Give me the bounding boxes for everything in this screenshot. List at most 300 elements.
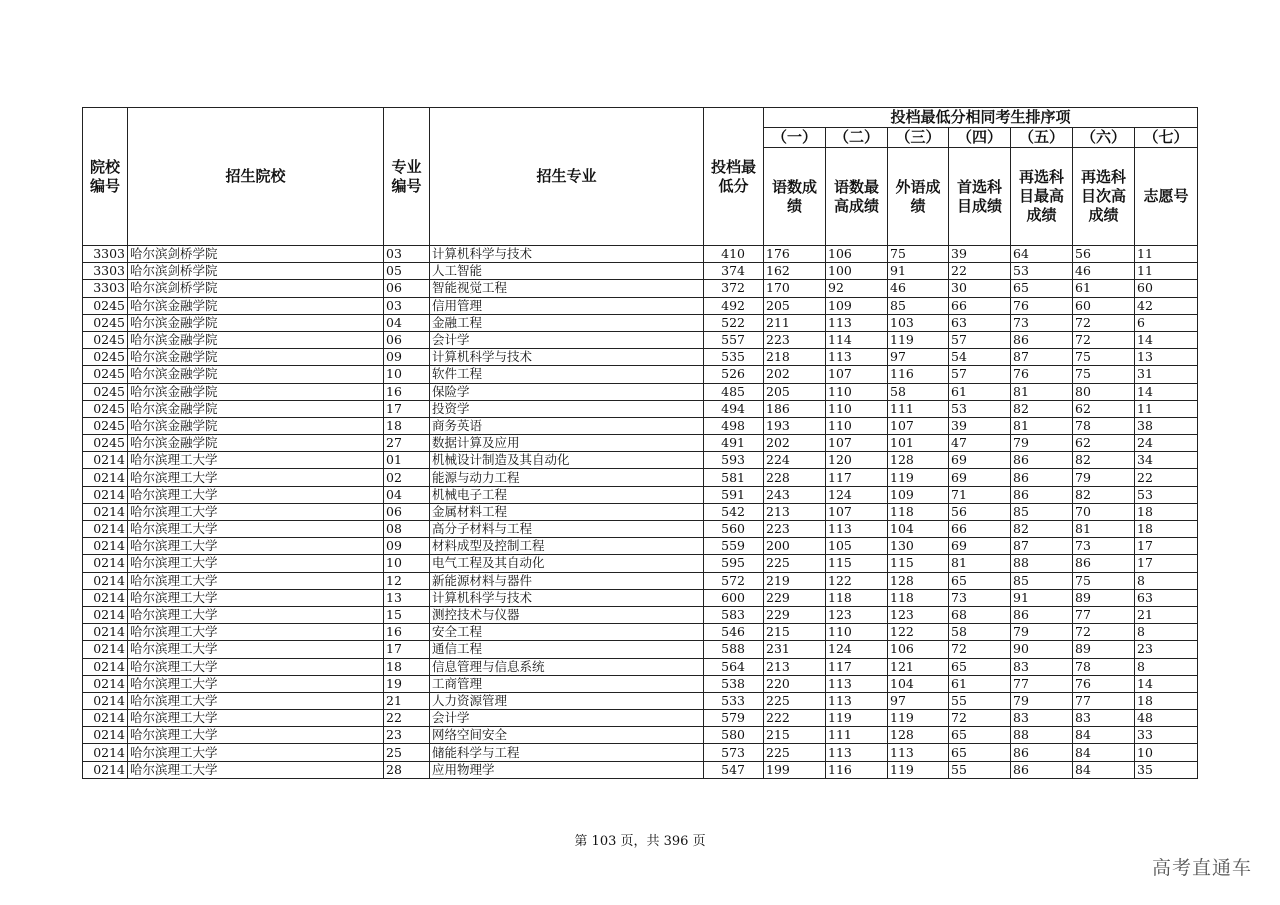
- school-name-cell: 哈尔滨理工大学: [128, 555, 384, 572]
- reselect-second-cell: 78: [1073, 658, 1135, 675]
- volunteer-no-cell: 14: [1135, 383, 1198, 400]
- foreign-lang-cell: 113: [888, 744, 949, 761]
- school-code-cell: 3303: [83, 246, 128, 263]
- reselect-max-cell: 88: [1011, 555, 1073, 572]
- chinese-math-max-cell: 122: [826, 572, 888, 589]
- reselect-second-cell: 89: [1073, 641, 1135, 658]
- foreign-lang-cell: 104: [888, 521, 949, 538]
- min-score-cell: 591: [704, 486, 764, 503]
- chinese-math-score-cell: 229: [764, 589, 826, 606]
- reselect-second-cell: 83: [1073, 710, 1135, 727]
- major-code-cell: 09: [384, 538, 430, 555]
- chinese-math-max-cell: 110: [826, 417, 888, 434]
- chinese-math-max-cell: 110: [826, 383, 888, 400]
- volunteer-no-cell: 63: [1135, 589, 1198, 606]
- major-code-cell: 06: [384, 280, 430, 297]
- foreign-lang-cell: 128: [888, 572, 949, 589]
- chinese-math-max-cell: 124: [826, 641, 888, 658]
- reselect-max-cell: 65: [1011, 280, 1073, 297]
- volunteer-no-cell: 21: [1135, 606, 1198, 623]
- table-body: [83, 246, 1198, 779]
- table-row: [83, 727, 1198, 744]
- table-row: [83, 246, 1198, 263]
- header-tie-num: （七）: [1135, 128, 1198, 148]
- reselect-second-cell: 72: [1073, 331, 1135, 348]
- chinese-math-max-cell: 107: [826, 503, 888, 520]
- table-row: [83, 692, 1198, 709]
- header-tie-title: 投档最低分相同考生排序项: [764, 108, 1198, 128]
- school-code-cell: 0245: [83, 366, 128, 383]
- first-subject-cell: 65: [949, 727, 1011, 744]
- major-code-cell: 15: [384, 606, 430, 623]
- school-code-cell: 0245: [83, 331, 128, 348]
- reselect-second-cell: 86: [1073, 555, 1135, 572]
- min-score-cell: 410: [704, 246, 764, 263]
- volunteer-no-cell: 17: [1135, 555, 1198, 572]
- reselect-second-cell: 78: [1073, 417, 1135, 434]
- chinese-math-max-cell: 117: [826, 658, 888, 675]
- min-score-cell: 538: [704, 675, 764, 692]
- volunteer-no-cell: 22: [1135, 469, 1198, 486]
- major-name-cell: 应用物理学: [430, 761, 704, 778]
- reselect-max-cell: 86: [1011, 744, 1073, 761]
- school-name-cell: 哈尔滨理工大学: [128, 675, 384, 692]
- major-code-cell: 23: [384, 727, 430, 744]
- major-name-cell: 计算机科学与技术: [430, 349, 704, 366]
- min-score-cell: 580: [704, 727, 764, 744]
- first-subject-cell: 61: [949, 675, 1011, 692]
- foreign-lang-cell: 119: [888, 710, 949, 727]
- major-name-cell: 计算机科学与技术: [430, 589, 704, 606]
- foreign-lang-cell: 130: [888, 538, 949, 555]
- chinese-math-score-cell: 224: [764, 452, 826, 469]
- reselect-second-cell: 75: [1073, 572, 1135, 589]
- foreign-lang-cell: 119: [888, 469, 949, 486]
- page-footer: 第 103 页，共 396 页: [574, 834, 706, 849]
- reselect-max-cell: 83: [1011, 710, 1073, 727]
- foreign-lang-cell: 103: [888, 314, 949, 331]
- reselect-second-cell: 82: [1073, 452, 1135, 469]
- table-row: [83, 658, 1198, 675]
- school-code-cell: 0245: [83, 383, 128, 400]
- school-code-cell: 3303: [83, 263, 128, 280]
- major-code-cell: 10: [384, 366, 430, 383]
- header-major-code: 专业编号: [384, 108, 430, 246]
- foreign-lang-cell: 97: [888, 349, 949, 366]
- major-code-cell: 25: [384, 744, 430, 761]
- foreign-lang-cell: 128: [888, 452, 949, 469]
- reselect-second-cell: 72: [1073, 624, 1135, 641]
- chinese-math-max-cell: 123: [826, 606, 888, 623]
- school-code-cell: 0214: [83, 452, 128, 469]
- min-score-cell: 572: [704, 572, 764, 589]
- table-row: [83, 675, 1198, 692]
- reselect-max-cell: 76: [1011, 297, 1073, 314]
- admission-score-table: [82, 107, 1198, 779]
- reselect-second-cell: 80: [1073, 383, 1135, 400]
- chinese-math-max-cell: 113: [826, 521, 888, 538]
- min-score-cell: 588: [704, 641, 764, 658]
- table-row: [83, 538, 1198, 555]
- major-code-cell: 19: [384, 675, 430, 692]
- first-subject-cell: 57: [949, 331, 1011, 348]
- reselect-second-cell: 72: [1073, 314, 1135, 331]
- chinese-math-score-cell: 162: [764, 263, 826, 280]
- chinese-math-score-cell: 218: [764, 349, 826, 366]
- volunteer-no-cell: 42: [1135, 297, 1198, 314]
- first-subject-cell: 22: [949, 263, 1011, 280]
- table-row: [83, 452, 1198, 469]
- reselect-second-cell: 89: [1073, 589, 1135, 606]
- school-name-cell: 哈尔滨金融学院: [128, 417, 384, 434]
- reselect-max-cell: 86: [1011, 331, 1073, 348]
- reselect-second-cell: 60: [1073, 297, 1135, 314]
- table-row: [83, 486, 1198, 503]
- header-major: 招生专业: [430, 108, 704, 246]
- foreign-lang-cell: 107: [888, 417, 949, 434]
- foreign-lang-cell: 104: [888, 675, 949, 692]
- min-score-cell: 522: [704, 314, 764, 331]
- reselect-second-cell: 77: [1073, 606, 1135, 623]
- school-code-cell: 0245: [83, 297, 128, 314]
- reselect-max-cell: 77: [1011, 675, 1073, 692]
- reselect-max-cell: 91: [1011, 589, 1073, 606]
- header-tie-num: （五）: [1011, 128, 1073, 148]
- major-name-cell: 安全工程: [430, 624, 704, 641]
- volunteer-no-cell: 18: [1135, 503, 1198, 520]
- reselect-max-cell: 79: [1011, 435, 1073, 452]
- min-score-cell: 595: [704, 555, 764, 572]
- school-name-cell: 哈尔滨理工大学: [128, 641, 384, 658]
- school-name-cell: 哈尔滨剑桥学院: [128, 280, 384, 297]
- foreign-lang-cell: 97: [888, 692, 949, 709]
- school-name-cell: 哈尔滨理工大学: [128, 486, 384, 503]
- first-subject-cell: 72: [949, 641, 1011, 658]
- first-subject-cell: 68: [949, 606, 1011, 623]
- chinese-math-score-cell: 202: [764, 435, 826, 452]
- major-code-cell: 04: [384, 314, 430, 331]
- major-code-cell: 18: [384, 417, 430, 434]
- reselect-max-cell: 81: [1011, 383, 1073, 400]
- header-school-code: 院校编号: [83, 108, 128, 246]
- volunteer-no-cell: 11: [1135, 400, 1198, 417]
- reselect-max-cell: 86: [1011, 452, 1073, 469]
- school-name-cell: 哈尔滨金融学院: [128, 314, 384, 331]
- reselect-max-cell: 86: [1011, 761, 1073, 778]
- table-row: [83, 417, 1198, 434]
- chinese-math-score-cell: 186: [764, 400, 826, 417]
- major-code-cell: 12: [384, 572, 430, 589]
- reselect-max-cell: 82: [1011, 521, 1073, 538]
- first-subject-cell: 57: [949, 366, 1011, 383]
- chinese-math-score-cell: 225: [764, 744, 826, 761]
- school-code-cell: 0214: [83, 710, 128, 727]
- foreign-lang-cell: 123: [888, 606, 949, 623]
- reselect-second-cell: 70: [1073, 503, 1135, 520]
- header-tie-num: （二）: [826, 128, 888, 148]
- school-code-cell: 0214: [83, 589, 128, 606]
- foreign-lang-cell: 119: [888, 331, 949, 348]
- major-code-cell: 05: [384, 263, 430, 280]
- school-name-cell: 哈尔滨金融学院: [128, 366, 384, 383]
- chinese-math-max-cell: 111: [826, 727, 888, 744]
- major-code-cell: 04: [384, 486, 430, 503]
- table-row: [83, 641, 1198, 658]
- major-name-cell: 商务英语: [430, 417, 704, 434]
- min-score-cell: 559: [704, 538, 764, 555]
- school-name-cell: 哈尔滨金融学院: [128, 297, 384, 314]
- major-name-cell: 电气工程及其自动化: [430, 555, 704, 572]
- volunteer-no-cell: 8: [1135, 572, 1198, 589]
- major-code-cell: 09: [384, 349, 430, 366]
- reselect-max-cell: 86: [1011, 486, 1073, 503]
- school-name-cell: 哈尔滨金融学院: [128, 383, 384, 400]
- table-row: [83, 469, 1198, 486]
- school-code-cell: 0214: [83, 692, 128, 709]
- table-row: [83, 349, 1198, 366]
- min-score-cell: 573: [704, 744, 764, 761]
- major-name-cell: 数据计算及应用: [430, 435, 704, 452]
- school-code-cell: 0214: [83, 469, 128, 486]
- chinese-math-max-cell: 100: [826, 263, 888, 280]
- table-row: [83, 280, 1198, 297]
- reselect-second-cell: 56: [1073, 246, 1135, 263]
- chinese-math-score-cell: 215: [764, 624, 826, 641]
- school-code-cell: 0245: [83, 349, 128, 366]
- school-name-cell: 哈尔滨理工大学: [128, 538, 384, 555]
- reselect-max-cell: 85: [1011, 503, 1073, 520]
- header-tie-item: 语数最高成绩: [826, 148, 888, 246]
- foreign-lang-cell: 109: [888, 486, 949, 503]
- chinese-math-max-cell: 120: [826, 452, 888, 469]
- chinese-math-max-cell: 116: [826, 761, 888, 778]
- major-code-cell: 27: [384, 435, 430, 452]
- chinese-math-score-cell: 202: [764, 366, 826, 383]
- chinese-math-max-cell: 113: [826, 314, 888, 331]
- chinese-math-score-cell: 225: [764, 555, 826, 572]
- chinese-math-max-cell: 118: [826, 589, 888, 606]
- header-tie-item: 首选科目成绩: [949, 148, 1011, 246]
- chinese-math-max-cell: 110: [826, 624, 888, 641]
- major-code-cell: 06: [384, 331, 430, 348]
- chinese-math-max-cell: 107: [826, 366, 888, 383]
- reselect-second-cell: 81: [1073, 521, 1135, 538]
- school-code-cell: 0214: [83, 555, 128, 572]
- min-score-cell: 542: [704, 503, 764, 520]
- foreign-lang-cell: 75: [888, 246, 949, 263]
- min-score-cell: 535: [704, 349, 764, 366]
- chinese-math-score-cell: 205: [764, 297, 826, 314]
- chinese-math-score-cell: 225: [764, 692, 826, 709]
- table-row: [83, 624, 1198, 641]
- reselect-max-cell: 82: [1011, 400, 1073, 417]
- header-tie-item: 再选科目最高成绩: [1011, 148, 1073, 246]
- header-tie-num: （六）: [1073, 128, 1135, 148]
- table-row: [83, 314, 1198, 331]
- table-row: [83, 744, 1198, 761]
- header-tie-item: 语数成绩: [764, 148, 826, 246]
- major-code-cell: 01: [384, 452, 430, 469]
- first-subject-cell: 65: [949, 744, 1011, 761]
- first-subject-cell: 55: [949, 692, 1011, 709]
- table-row: [83, 297, 1198, 314]
- major-code-cell: 03: [384, 246, 430, 263]
- school-code-cell: 0214: [83, 486, 128, 503]
- foreign-lang-cell: 85: [888, 297, 949, 314]
- volunteer-no-cell: 48: [1135, 710, 1198, 727]
- chinese-math-score-cell: 213: [764, 503, 826, 520]
- major-code-cell: 08: [384, 521, 430, 538]
- major-name-cell: 投资学: [430, 400, 704, 417]
- major-code-cell: 13: [384, 589, 430, 606]
- reselect-max-cell: 79: [1011, 692, 1073, 709]
- watermark: 高考直通车: [1151, 857, 1252, 879]
- reselect-max-cell: 81: [1011, 417, 1073, 434]
- school-code-cell: 0214: [83, 521, 128, 538]
- chinese-math-score-cell: 223: [764, 521, 826, 538]
- school-name-cell: 哈尔滨理工大学: [128, 761, 384, 778]
- major-name-cell: 金融工程: [430, 314, 704, 331]
- chinese-math-score-cell: 229: [764, 606, 826, 623]
- chinese-math-score-cell: 231: [764, 641, 826, 658]
- volunteer-no-cell: 24: [1135, 435, 1198, 452]
- major-code-cell: 10: [384, 555, 430, 572]
- reselect-second-cell: 77: [1073, 692, 1135, 709]
- chinese-math-max-cell: 105: [826, 538, 888, 555]
- reselect-second-cell: 76: [1073, 675, 1135, 692]
- min-score-cell: 491: [704, 435, 764, 452]
- volunteer-no-cell: 38: [1135, 417, 1198, 434]
- first-subject-cell: 66: [949, 521, 1011, 538]
- header-min-score: 投档最低分: [704, 108, 764, 246]
- foreign-lang-cell: 58: [888, 383, 949, 400]
- foreign-lang-cell: 118: [888, 503, 949, 520]
- first-subject-cell: 58: [949, 624, 1011, 641]
- major-code-cell: 16: [384, 383, 430, 400]
- major-code-cell: 18: [384, 658, 430, 675]
- header-tie-num: （三）: [888, 128, 949, 148]
- chinese-math-score-cell: 219: [764, 572, 826, 589]
- min-score-cell: 593: [704, 452, 764, 469]
- table-row: [83, 710, 1198, 727]
- chinese-math-max-cell: 119: [826, 710, 888, 727]
- table-row: [83, 555, 1198, 572]
- volunteer-no-cell: 13: [1135, 349, 1198, 366]
- min-score-cell: 498: [704, 417, 764, 434]
- reselect-second-cell: 75: [1073, 349, 1135, 366]
- school-name-cell: 哈尔滨金融学院: [128, 331, 384, 348]
- chinese-math-max-cell: 124: [826, 486, 888, 503]
- school-name-cell: 哈尔滨剑桥学院: [128, 246, 384, 263]
- min-score-cell: 564: [704, 658, 764, 675]
- reselect-second-cell: 61: [1073, 280, 1135, 297]
- volunteer-no-cell: 34: [1135, 452, 1198, 469]
- table-row: [83, 435, 1198, 452]
- foreign-lang-cell: 121: [888, 658, 949, 675]
- first-subject-cell: 69: [949, 469, 1011, 486]
- reselect-max-cell: 85: [1011, 572, 1073, 589]
- chinese-math-score-cell: 193: [764, 417, 826, 434]
- school-code-cell: 0245: [83, 314, 128, 331]
- chinese-math-score-cell: 220: [764, 675, 826, 692]
- reselect-second-cell: 82: [1073, 486, 1135, 503]
- major-name-cell: 能源与动力工程: [430, 469, 704, 486]
- volunteer-no-cell: 17: [1135, 538, 1198, 555]
- reselect-second-cell: 84: [1073, 727, 1135, 744]
- min-score-cell: 526: [704, 366, 764, 383]
- volunteer-no-cell: 11: [1135, 246, 1198, 263]
- volunteer-no-cell: 60: [1135, 280, 1198, 297]
- first-subject-cell: 54: [949, 349, 1011, 366]
- first-subject-cell: 65: [949, 572, 1011, 589]
- major-name-cell: 信息管理与信息系统: [430, 658, 704, 675]
- foreign-lang-cell: 101: [888, 435, 949, 452]
- major-name-cell: 计算机科学与技术: [430, 246, 704, 263]
- reselect-second-cell: 84: [1073, 744, 1135, 761]
- major-name-cell: 测控技术与仪器: [430, 606, 704, 623]
- volunteer-no-cell: 11: [1135, 263, 1198, 280]
- foreign-lang-cell: 128: [888, 727, 949, 744]
- school-name-cell: 哈尔滨理工大学: [128, 727, 384, 744]
- reselect-max-cell: 88: [1011, 727, 1073, 744]
- school-code-cell: 3303: [83, 280, 128, 297]
- min-score-cell: 494: [704, 400, 764, 417]
- reselect-max-cell: 73: [1011, 314, 1073, 331]
- major-name-cell: 会计学: [430, 331, 704, 348]
- major-name-cell: 人力资源管理: [430, 692, 704, 709]
- table-row: [83, 503, 1198, 520]
- foreign-lang-cell: 46: [888, 280, 949, 297]
- school-name-cell: 哈尔滨金融学院: [128, 435, 384, 452]
- chinese-math-score-cell: 243: [764, 486, 826, 503]
- min-score-cell: 485: [704, 383, 764, 400]
- first-subject-cell: 69: [949, 452, 1011, 469]
- school-name-cell: 哈尔滨理工大学: [128, 744, 384, 761]
- reselect-second-cell: 73: [1073, 538, 1135, 555]
- min-score-cell: 547: [704, 761, 764, 778]
- school-code-cell: 0214: [83, 744, 128, 761]
- table-row: [83, 331, 1198, 348]
- school-code-cell: 0214: [83, 675, 128, 692]
- first-subject-cell: 66: [949, 297, 1011, 314]
- volunteer-no-cell: 8: [1135, 658, 1198, 675]
- chinese-math-max-cell: 109: [826, 297, 888, 314]
- school-code-cell: 0214: [83, 606, 128, 623]
- min-score-cell: 583: [704, 606, 764, 623]
- first-subject-cell: 63: [949, 314, 1011, 331]
- school-name-cell: 哈尔滨金融学院: [128, 349, 384, 366]
- foreign-lang-cell: 116: [888, 366, 949, 383]
- school-code-cell: 0214: [83, 641, 128, 658]
- volunteer-no-cell: 6: [1135, 314, 1198, 331]
- school-code-cell: 0214: [83, 761, 128, 778]
- foreign-lang-cell: 119: [888, 761, 949, 778]
- header-tie-num: （四）: [949, 128, 1011, 148]
- min-score-cell: 557: [704, 331, 764, 348]
- major-name-cell: 信用管理: [430, 297, 704, 314]
- header-tie-item: 志愿号: [1135, 148, 1198, 246]
- first-subject-cell: 55: [949, 761, 1011, 778]
- volunteer-no-cell: 8: [1135, 624, 1198, 641]
- chinese-math-score-cell: 176: [764, 246, 826, 263]
- reselect-max-cell: 87: [1011, 538, 1073, 555]
- volunteer-no-cell: 18: [1135, 692, 1198, 709]
- reselect-max-cell: 86: [1011, 469, 1073, 486]
- major-name-cell: 机械电子工程: [430, 486, 704, 503]
- school-code-cell: 0245: [83, 417, 128, 434]
- chinese-math-max-cell: 106: [826, 246, 888, 263]
- foreign-lang-cell: 106: [888, 641, 949, 658]
